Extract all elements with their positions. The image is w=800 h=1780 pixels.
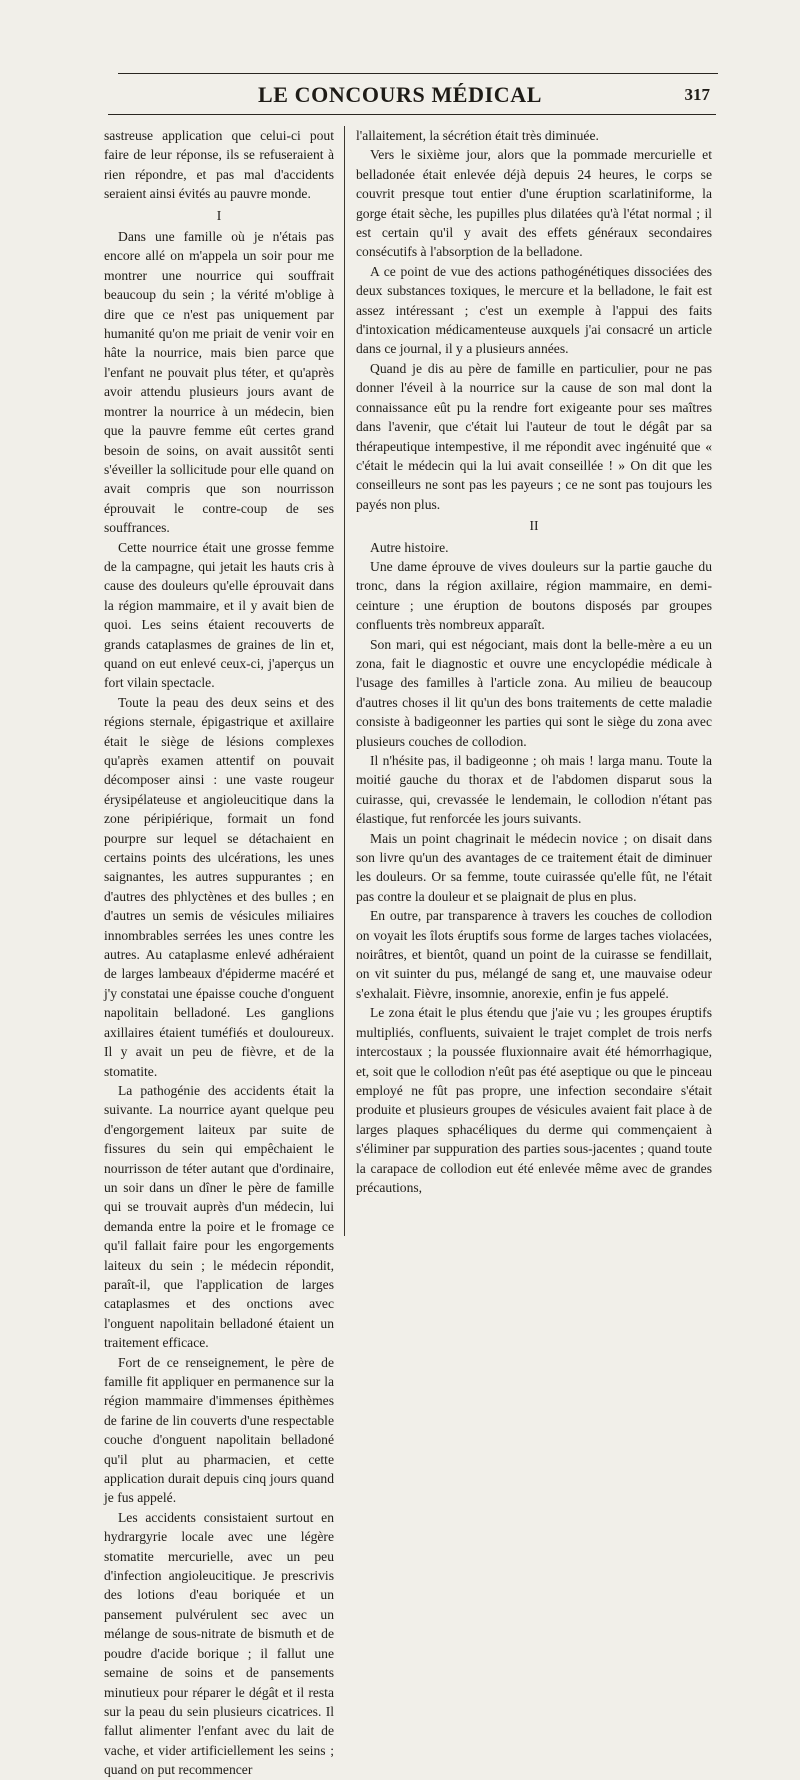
paragraph: En outre, par transparence à travers les couches de collodion on voyait les îlots éruptifs sous forme de larges taches violacées, noirâtres, et bientôt, quand un point de la cuirasse se fendillait, on vit suinter du pus, mélangé de sang et, une mauvaise odeur s'exhalait. Fièvre, insomnie, anorexie, enfin je fus appelé. bbox=[356, 908, 712, 1001]
header-rule bbox=[108, 114, 716, 115]
page-header bbox=[0, 82, 800, 114]
paragraph: Mais un point chagrinait le médecin novice ; on disait dans son livre qu'un des avantages de ce traitement était de diminuer les douleurs. Or sa femme, toute cuirassée qu'elle fût, ne l'était pas contre la douleur et se plaignait de plus en plus. bbox=[356, 830, 712, 904]
paragraph: l'allaitement, la sécrétion était très diminuée. bbox=[356, 128, 599, 143]
page-number: 317 bbox=[684, 85, 710, 104]
paragraph: Fort de ce renseignement, le père de famille fit appliquer en permanence sur la région mammaire d'immenses épithèmes de farine de lin couverts d'une respectable couche d'onguent napolitain belladoné qu'il plut au pharmacien, et cette application durait depuis cinq jours quand je fus appelé. bbox=[104, 1354, 334, 1506]
section-number-text: II bbox=[529, 518, 539, 534]
column-divider bbox=[344, 126, 345, 1236]
paragraph: Vers le sixième jour, alors que la pommade mercurielle et belladonée était enlevée déjà depuis 24 heures, le corps se couvrit presque tout entier d'une éruption scarlatiniforme, la gorge était sèche, les pupilles plus dilatées qu'à l'état normal ; il est certain qu'il y avait des effets généraux secondaires consécutifs à l'absorption de la belladone. bbox=[356, 147, 712, 260]
section-number-text: I bbox=[216, 207, 222, 223]
paragraph: Cette nourrice était une grosse femme de la campagne, qui jetait les hauts cris à cause des douleurs qu'elle éprouvait dans la région mammaire, et il y avait bien de quoi. Les seins étaient recouverts de grands cataplasmes de graines de lin et, quand on eut enlevé ceux-ci, j'aperçus un fort vilain spectacle. bbox=[104, 539, 334, 691]
paragraph: Son mari, qui est négociant, mais dont la belle-mère a eu un zona, fait le diagnostic et ouvre une encyclopédie médicale à l'usage des familles à l'article zona. Au milieu de beaucoup d'autres choses il lit qu'un des bons traitements de cette maladie consiste à badigeonner les parties qui sont le siège du zona avec plusieurs couches de collodion. bbox=[356, 636, 712, 749]
paragraph: Une dame éprouve de vives douleurs sur la partie gauche du tronc, dans la région axillaire, région mammaire, en demi-ceinture ; une éruption de boutons disposés par groupes confluents très nombreux apparaît. bbox=[356, 558, 712, 633]
paragraph: Dans une famille où je n'étais pas encore allé on m'appela un soir pour me montrer une nourrice qui souffrait beaucoup du sein ; la vérité m'oblige à dire que ce n'est pas uniquement par humanité qu'on me priait de venir voir en hâte la nourrice, mais bien parce que l'enfant ne pouvait plus téter, et qu'après avoir attendu plusieurs jours avant de montrer la nourrice à un médecin, bien que la pauvre femme eût certes grand besoin de soins, on avait aussitôt senti s'éveiller la sollicitude pour elle quand on avait compris que son nourrisson éprouvait le contre-coup de ses souffrances. bbox=[104, 229, 334, 536]
section-number bbox=[356, 516, 712, 535]
paragraph: Il n'hésite pas, il badigeonne ; oh mais ! larga manu. Toute la moitié gauche du thorax et de l'abdomen disparut sous la cuirasse, qui, crevassée le lendemain, le collodion n'étant pas élastique, fut renforcée les jours suivants. bbox=[356, 753, 712, 827]
paragraph: Quand je dis au père de famille en particulier, pour ne pas donner l'éveil à la nourrice sur la cause de son mal dont la connaissance eût pu la rendre fort exigeante pour ses maîtres dans l'avenir, que c'était lui l'auteur de tout le dégât par sa thérapeutique intempestive, il me répondit avec ingénuité que « c'était le médecin qui la lui avait conseillée ! » On dit que les conseilleurs ne sont pas les payeurs ; ce ne sont pas toujours les payés non plus. bbox=[356, 360, 712, 512]
paragraph: Les accidents consistaient surtout en hydrargyrie locale avec une légère stomatite mercurielle, avec un peu d'infection angioleucitique. Je prescrivis des lotions d'eau boriquée et un pansement pulvérulent sec avec un mélange de sous-nitrate de bismuth et de poudre d'acide borique ; il fallut une semaine de soins et de pansements minutieux pour réparer le dégât et il resta sur la peau du sein plusieurs cicatrices. Il fallut alimenter l'enfant avec du lait de vache, et vider artificiellement les seins ; quand on put recommencer bbox=[104, 1509, 334, 1778]
paragraph: Le zona était le plus étendu que j'aie vu ; les groupes éruptifs multipliés, confluents, suivaient le trajet complet de trois nerfs intercostaux ; la poussée fluxionnaire avait été hémorrhagique, et, soit que le collodion n'eût pas été aseptique ou que le pinceau employé ne fût pas propre, une infection secondaire s'était produite et plusieurs groupes de vésicules avaient fait place à de larges plaques sphacéliques du derme qui commençaient à s'éliminer par suppuration des parties sous-jacentes ; quand toute la carapace de collodion eut été enlevée même avec de grandes précautions, bbox=[356, 1005, 712, 1195]
paragraph: Autre histoire. bbox=[370, 539, 449, 555]
paragraph: La pathogénie des accidents était la suivante. La nourrice ayant quelque peu d'engorgement laiteux par suite de fissures du sein qui empêchaient le nourrisson de téter autant que d'ordinaire, un soir dans un dîner le père de famille qui se trouvait auprès d'un médecin, lui demanda entre la poire et le fromage ce qu'il fallait faire pour les engorgements laiteux du sein ; le médecin répondit, paraît-il, que l'application de larges cataplasmes et des onctions avec l'onguent napolitain belladoné étaient un traitement efficace. bbox=[104, 1082, 334, 1351]
journal-title: LE CONCOURS MÉDICAL bbox=[258, 82, 542, 107]
left-column bbox=[104, 126, 334, 1778]
top-rule bbox=[118, 73, 718, 74]
paragraph: Toute la peau des deux seins et des régions sternale, épigastrique et axillaire était le siège de lésions complexes qu'après examen attentif on pouvait décomposer ainsi : une vaste rougeur érysipélateuse et angioleucitique dans la zone péripiérique, formait un fond pourpre sur lequel se détachaient en certains points des ulcérations, les unes saignantes, les autres suppurantes ; en d'autres des phlyctènes et des bulles ; en d'autres un semis de vésicules miliaires innombrables serrées les unes contre les autres. Au cataplasme enlevé adhéraient de larges lambeaux d'épiderme macéré et j'y constatai une épaisse couche d'onguent napolitain belladoné. Les ganglions axillaires étaient tuméfiés et douloureux. Il y avait un peu de fièvre, et de la stomatite. bbox=[104, 694, 334, 1079]
paragraph: A ce point de vue des actions pathogénétiques dissociées des deux substances toxiques, le mercure et la belladone, le fait est assez intéressant ; c'est un exemple à l'appui des faits d'intoxication médicamenteuse auxquels j'ai consacré un article dans ce journal, il y a plusieurs années. bbox=[356, 263, 712, 357]
right-column bbox=[356, 126, 712, 1236]
paragraph: sastreuse application que celui-ci pout faire de leur réponse, ils se refuseraient à rien répondre, et pas mal d'accidents seraient ainsi évités au pauvre monde. bbox=[104, 128, 334, 202]
section-number bbox=[104, 206, 334, 225]
